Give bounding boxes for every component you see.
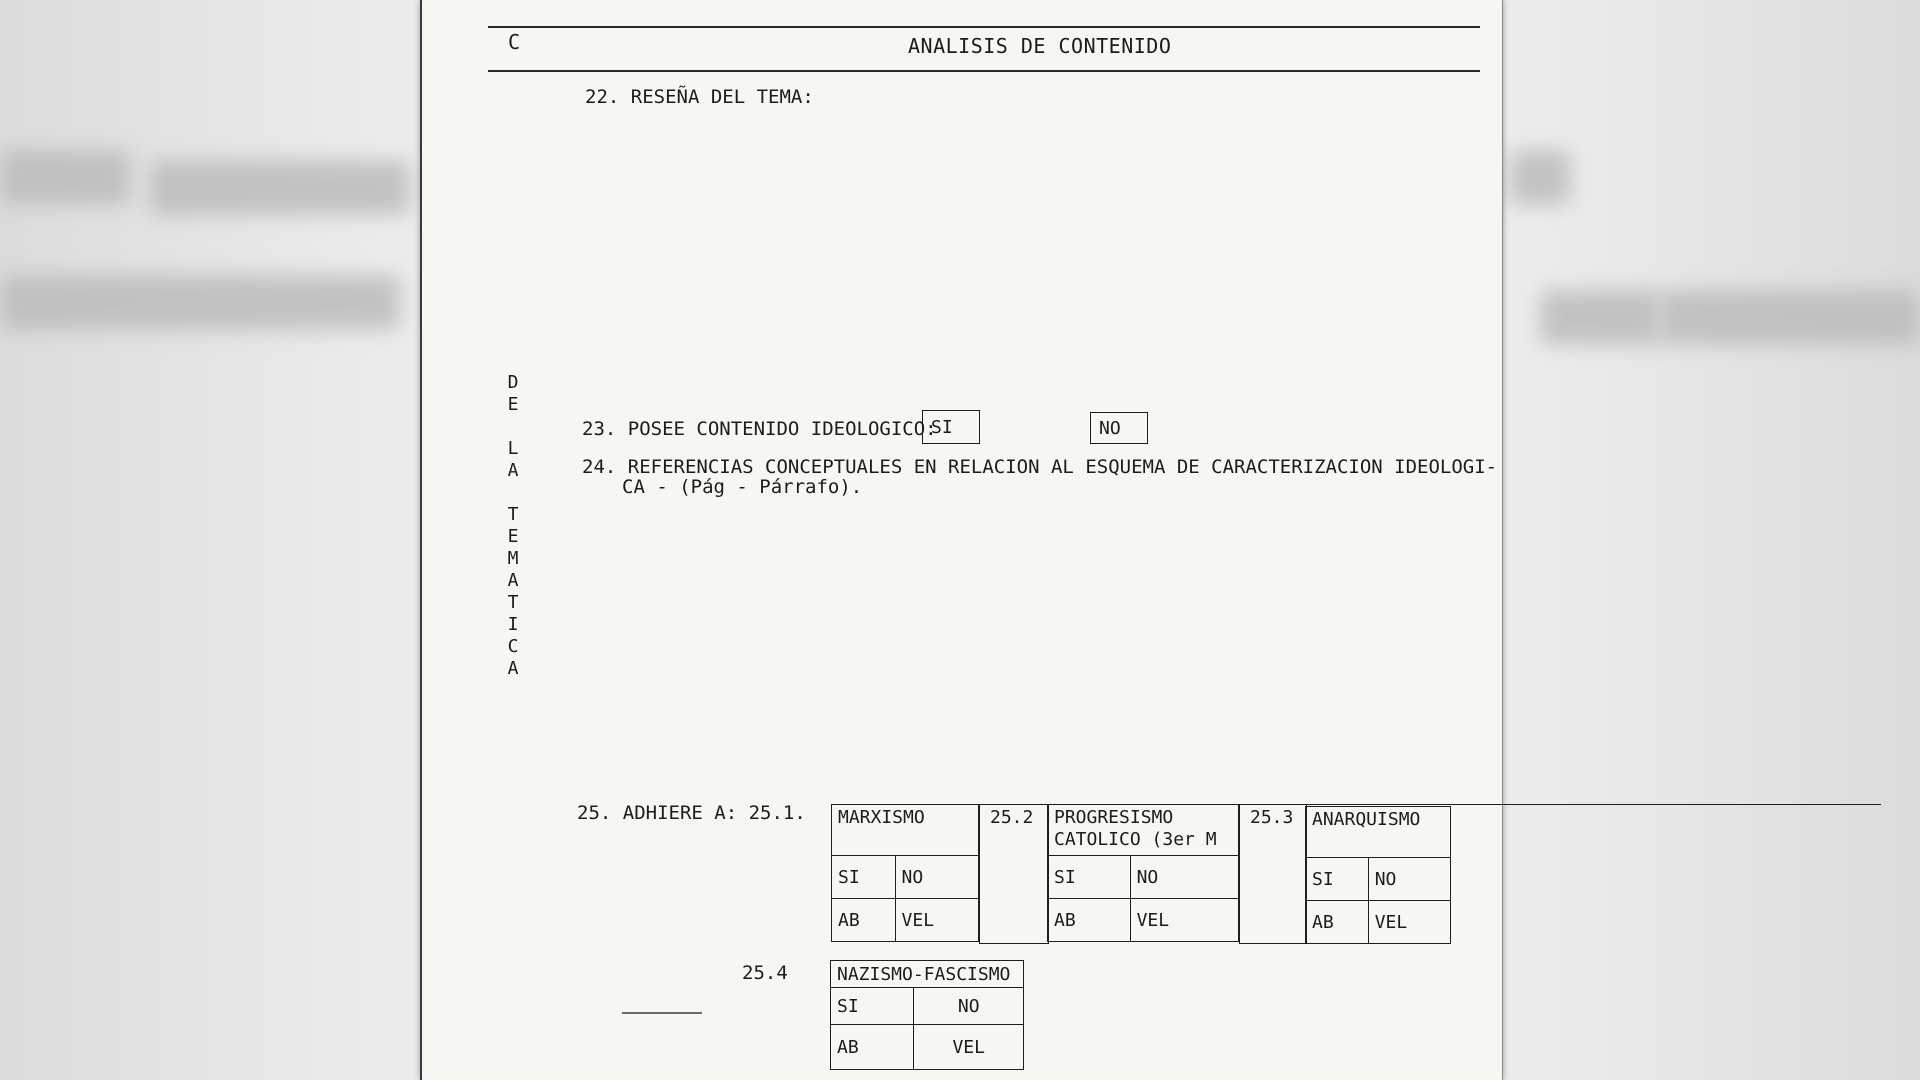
option-name: NAZISMO-FASCISMO	[831, 961, 1024, 988]
question-25: 25. ADHIERE A: 25.1.	[577, 802, 806, 824]
option-marxismo	[831, 804, 979, 942]
si-cell[interactable]: SI	[832, 856, 896, 899]
section-letter: C	[508, 30, 521, 54]
ab-cell[interactable]: AB	[831, 1025, 914, 1070]
option-nazismo-fascismo	[830, 960, 1024, 1070]
option-progresismo-catolico	[1047, 804, 1239, 942]
ab-cell[interactable]: AB	[1306, 901, 1369, 944]
option-name: MARXISMO	[832, 805, 979, 856]
background-blur	[1510, 150, 1570, 205]
ab-cell[interactable]: AB	[1048, 899, 1131, 942]
question-22: 22. RESEÑA DEL TEMA:	[585, 86, 814, 108]
ideological-no-box[interactable]: NO	[1090, 412, 1148, 444]
option-number: 25.2	[990, 807, 1034, 828]
vel-cell[interactable]: VEL	[1368, 901, 1450, 944]
header-bottom-rule	[488, 70, 1480, 72]
side-letter: T	[507, 504, 519, 525]
option-name-line1: PROGRESISMO	[1054, 807, 1174, 828]
no-cell[interactable]: NO	[1368, 858, 1450, 901]
si-cell[interactable]: SI	[831, 988, 914, 1025]
document-page	[420, 0, 1503, 1080]
side-gap	[500, 482, 526, 504]
option-number-cell	[979, 804, 1049, 944]
side-letter: D	[507, 372, 519, 393]
background-blur	[1540, 290, 1660, 345]
side-letter: A	[507, 570, 519, 591]
side-letter: A	[507, 658, 519, 679]
option-name-line2: CATOLICO (3er M	[1054, 829, 1217, 850]
side-letter: M	[507, 548, 519, 569]
vel-cell[interactable]: VEL	[1130, 899, 1238, 942]
option-number-cell	[1239, 804, 1307, 944]
question-24-line1: 24. REFERENCIAS CONCEPTUALES EN RELACION AL ESQUEMA DE CARACTERIZACION IDEOLOGI-	[582, 456, 1498, 478]
side-letter: E	[507, 526, 519, 547]
option-anarquismo	[1305, 806, 1451, 944]
background-blur	[0, 150, 130, 205]
si-cell[interactable]: SI	[1048, 856, 1131, 899]
side-letter: I	[507, 614, 519, 635]
side-letter: T	[507, 592, 519, 613]
si-cell[interactable]: SI	[1306, 858, 1369, 901]
side-letter: E	[507, 394, 519, 415]
question-24-line2: CA - (Pág - Párrafo).	[622, 476, 863, 498]
option-name	[1048, 805, 1239, 856]
question-23: 23. POSEE CONTENIDO IDEOLOGICO:	[582, 418, 937, 440]
no-cell[interactable]: NO	[914, 988, 1024, 1025]
side-letter: C	[507, 636, 519, 657]
no-cell[interactable]: NO	[1130, 856, 1238, 899]
background-blur	[150, 160, 410, 215]
option-number: 25.4	[742, 962, 788, 984]
ab-cell[interactable]: AB	[832, 899, 896, 942]
background-blur	[1660, 290, 1920, 345]
side-label	[500, 372, 526, 680]
page-title: ANALISIS DE CONTENIDO	[908, 34, 1172, 58]
stray-mark	[622, 1012, 702, 1014]
header-top-rule	[488, 26, 1480, 28]
option-number: 25.3	[1250, 807, 1294, 828]
background-blur	[0, 275, 400, 330]
side-letter: A	[507, 460, 519, 481]
side-gap	[500, 416, 526, 438]
no-cell[interactable]: NO	[895, 856, 978, 899]
side-letter: L	[507, 438, 519, 459]
vel-cell[interactable]: VEL	[895, 899, 978, 942]
vel-cell[interactable]: VEL	[914, 1025, 1024, 1070]
ideological-yes-box[interactable]: SI	[922, 410, 980, 444]
option-name: ANARQUISMO	[1306, 807, 1451, 858]
